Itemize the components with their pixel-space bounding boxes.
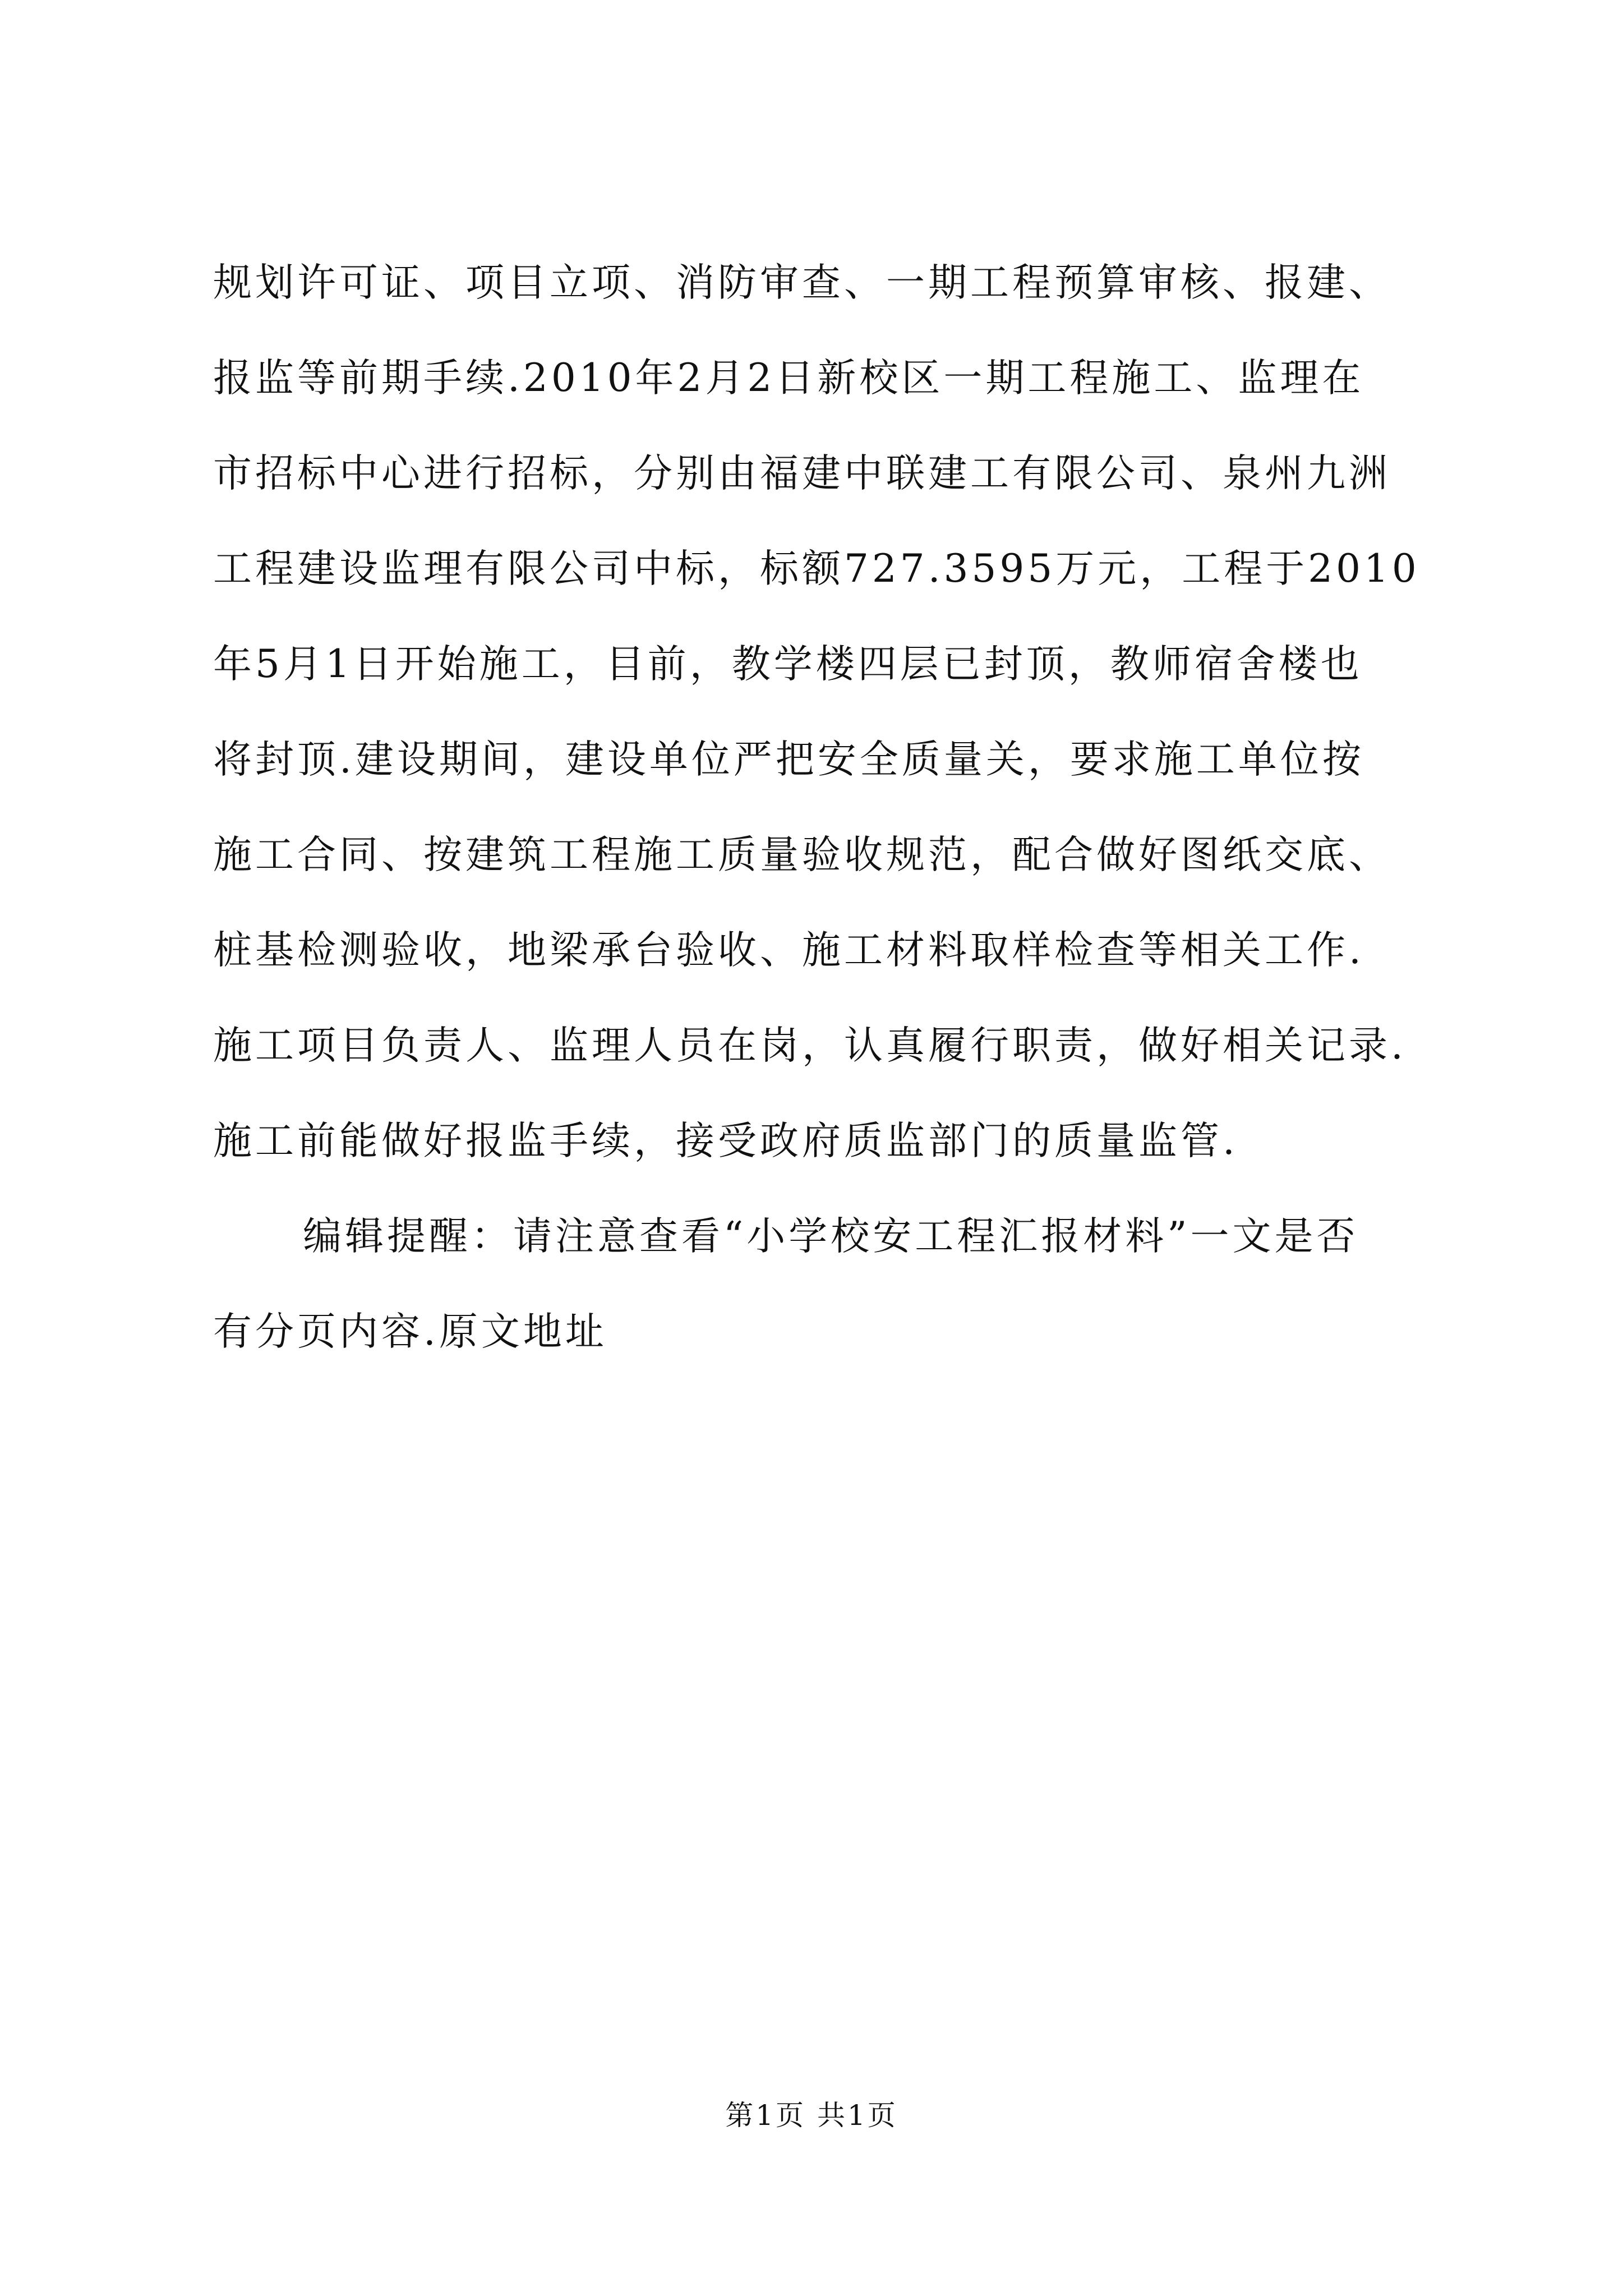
paragraph-line: 施工合同、按建筑工程施工质量验收规范，配合做好图纸交底、 xyxy=(213,832,1391,877)
document-body xyxy=(213,260,1424,1408)
paragraph-line: 将封顶.建设期间，建设单位严把安全质量关，要求施工单位按 xyxy=(213,737,1364,782)
paragraph-line: 市招标中心进行招标，分别由福建中联建工有限公司、泉州九洲 xyxy=(213,451,1391,496)
editor-note-line: 有分页内容.原文地址 xyxy=(213,1309,607,1354)
paragraph-line: 桩基检测验收，地梁承台验收、施工材料取样检查等相关工作. xyxy=(213,928,1364,973)
paragraph-line: 工程建设监理有限公司中标，标额727.3595万元，工程于2010 xyxy=(213,546,1420,591)
paragraph-line: 施工项目负责人、监理人员在岗，认真履行职责，做好相关记录. xyxy=(213,1023,1407,1068)
paragraph-line: 规划许可证、项目立项、消防审查、一期工程预算审核、报建、 xyxy=(213,260,1391,305)
page-footer: 第1页 共1页 xyxy=(725,2099,898,2132)
editor-note-line: 编辑提醒：请注意查看“小学校安工程汇报材料”一文是否 xyxy=(303,1214,1359,1259)
paragraph-line: 报监等前期手续.2010年2月2日新校区一期工程施工、监理在 xyxy=(213,356,1364,401)
paragraph-line: 年5月1日开始施工，目前，教学楼四层已封顶，教师宿舍楼也 xyxy=(213,642,1363,687)
paragraph-line: 施工前能做好报监手续，接受政府质监部门的质量监管. xyxy=(213,1119,1238,1163)
